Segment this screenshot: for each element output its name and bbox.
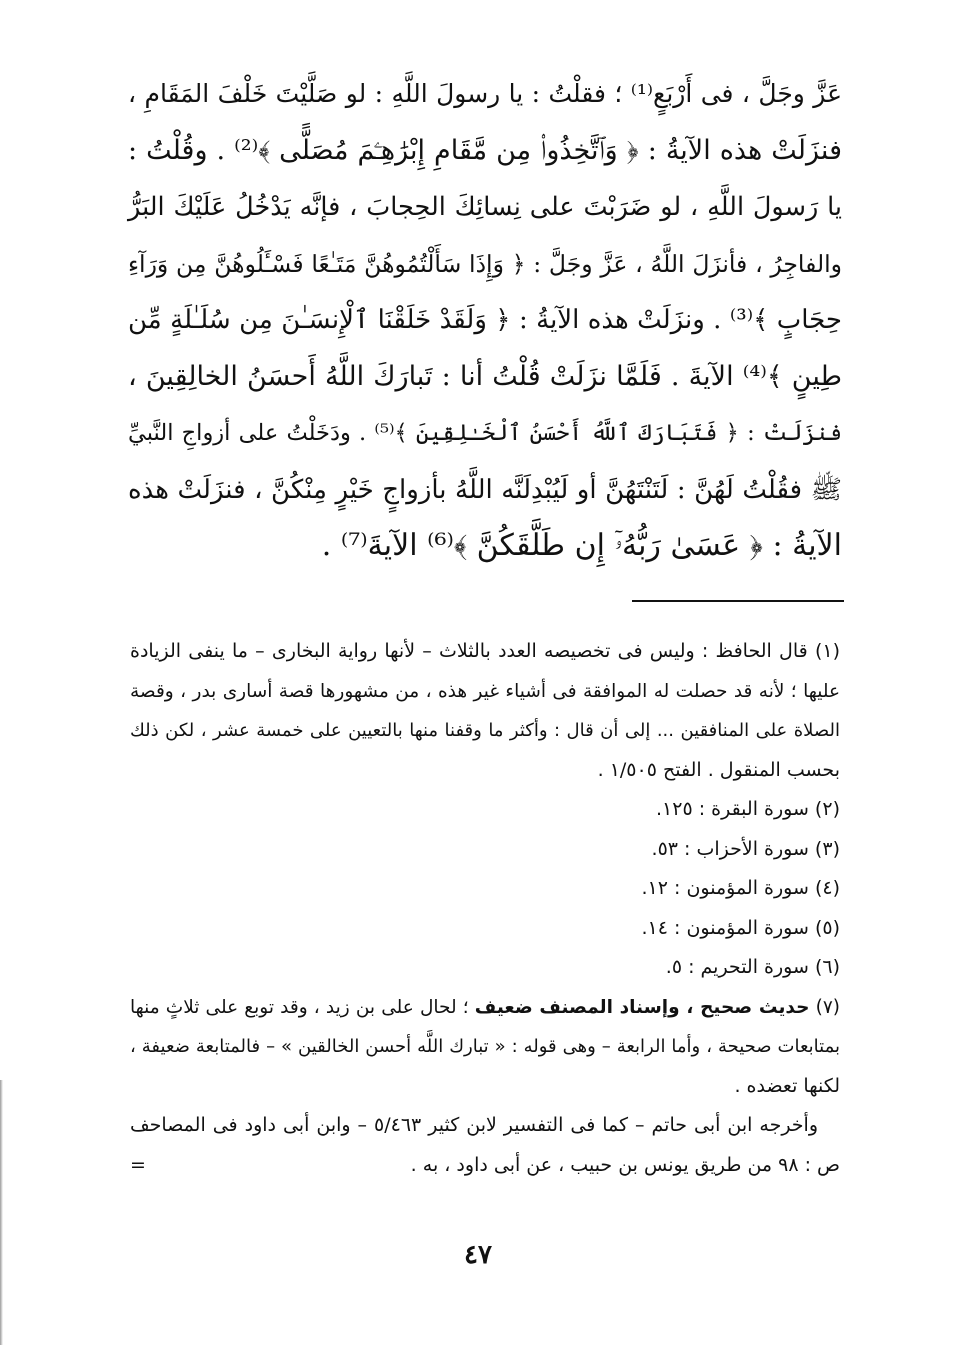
main-text-line: الآيةُ : ﴿ عَسَىٰ رَبُّهُۥٓ إِن طَلَّقَكُنَّ ﴾⁽⁶⁾ الآيةَ⁽⁷⁾ . <box>321 528 842 563</box>
footnote-6: (٦) سورة التحريم : ٥. <box>665 956 840 978</box>
footnote-divider <box>632 600 844 602</box>
footnote-1-line: (١) قال الحافظ : وليس فى تخصيصه العدد بالثلاث – لأنها رواية البخارى – ما ينفى الزيادة <box>130 640 840 662</box>
footnote-1-line: الصلاة على المنافقين ... إلى أن قال : وأكثر ما وقفنا منها بالتعيين على خمسة عشر ، لكن ذلك <box>130 720 840 741</box>
footnote-7-text: ؛ لحال على بن زيد ، وقد توبع على ثلاثٍ منها <box>130 996 469 1018</box>
main-text-line: حِجَابٍ ﴾⁽³⁾ . ونزَلَتْ هذه الآيةُ : ﴿ وَلَقَدْ خَلَقْنَا ٱلْإِنسَـٰنَ مِن سُلَـٰلَةٍ مِّن <box>128 305 842 335</box>
main-text-line: فنزَلَتْ : ﴿ فَتَبَارَكَ ٱللَّهُ أَحْسَنُ ٱلْخَـٰلِقِينَ ﴾⁽⁵⁾ . ودَخَلْتُ على أزواجِ النَّبيِّ <box>128 420 842 446</box>
footnote-extra-line <box>130 1146 840 1186</box>
footnote-7-line: بمتابعات صحيحة ، وأما الرابعة – وهى قوله : « تبارك اللَّه أحسن الخالقين » – فالمتابعة ضعيفة ، <box>130 1036 840 1057</box>
main-text-line: فنزَلَتْ هذه الآيةُ : ﴿ وَٱتَّخِذُوا۟ مِن مَّقَامِ إِبْرَٰهِـۧمَ مُصَلًّى ﴾⁽²⁾ . وقُلْتُ : <box>128 134 842 166</box>
footnote-2: (٢) سورة البقرة : ١٢٥. <box>655 798 840 820</box>
footnotes <box>130 632 840 1185</box>
footnote-1-line: بحسب المنقول . الفتح ١/٥٠٥ . <box>597 758 840 781</box>
continuation-mark: = <box>130 1153 146 1176</box>
footnote-7-line <box>130 988 840 1028</box>
footnote-5: (٥) سورة المؤمنون : ١٤. <box>641 916 840 939</box>
footnote-extra-line: وأخرجه ابن أبى حاتم – كما فى التفسير لابن كثير ٥/٤٦٣ – وابن أبى داود فى المصاحف <box>130 1114 818 1136</box>
footnote-7-grading: حديث صحيح ، وإسناد المصنف ضعيف <box>474 996 810 1018</box>
binding-edge <box>0 1080 3 1345</box>
main-text-line: يا رَسولَ اللَّهِ ، لو ضَرَبْتَ على نِسائِكَ الحِجابَ ، فإنَّه يَدْخُلُ عَلَيْكَ البَرُّ <box>128 192 842 222</box>
main-text <box>128 66 842 575</box>
footnote-7-line: لكنها تعضده . <box>734 1074 840 1097</box>
footnote-1-line: عليها ؛ لأنه قد حصلت له الموافقة فى أشياء غير هذه ، من مشهورها قصة أسارى بدر ، وقصة <box>130 680 840 702</box>
footnote-extra-text: ص : ٩٨ من طريق يونس بن حبيب ، عن أبى داود ، به . <box>410 1153 840 1176</box>
main-text-line: طِينٍ ﴾⁽⁴⁾ الآيةَ . فَلَمَّا نزَلَتْ قُلْتُ أنا : تَبارَكَ اللَّهُ أَحسَنُ الخالِقِينَ ، <box>128 360 842 392</box>
footnote-4: (٤) سورة المؤمنون : ١٢. <box>641 877 840 899</box>
footnote-3: (٣) سورة الأحزاب : ٥٣. <box>651 837 840 860</box>
main-text-line: عَزَّ وجَلَّ ، فى أَرْبَعٍ⁽¹⁾ ؛ فقلْتُ : يا رسولَ اللَّهِ : لو صَلَّيْتَ خَلْفَ المَقَامِ ، <box>128 79 842 108</box>
page-number: ٤٧ <box>464 1240 492 1270</box>
main-text-line: ﷺ فقُلْتُ لَهُنَّ : لَتَنْتَهُنَّ أو لَيُبْدِلَنَّه اللَّهُ بأزواجٍ خَيْرٍ مِنْكُنَّ ، فنزَلَتْ هذه <box>128 474 842 505</box>
footnote-7-number: (٧) <box>815 996 840 1018</box>
main-text-line: والفاجِرُ ، فأنزَلَ اللَّهُ ، عَزَّ وجَلَّ : ﴿ وَإِذَا سَأَلْتُمُوهُنَّ مَتَـٰعًا فَسْـَٔلُوهُنَّ مِن وَرَآءِ <box>128 249 842 278</box>
